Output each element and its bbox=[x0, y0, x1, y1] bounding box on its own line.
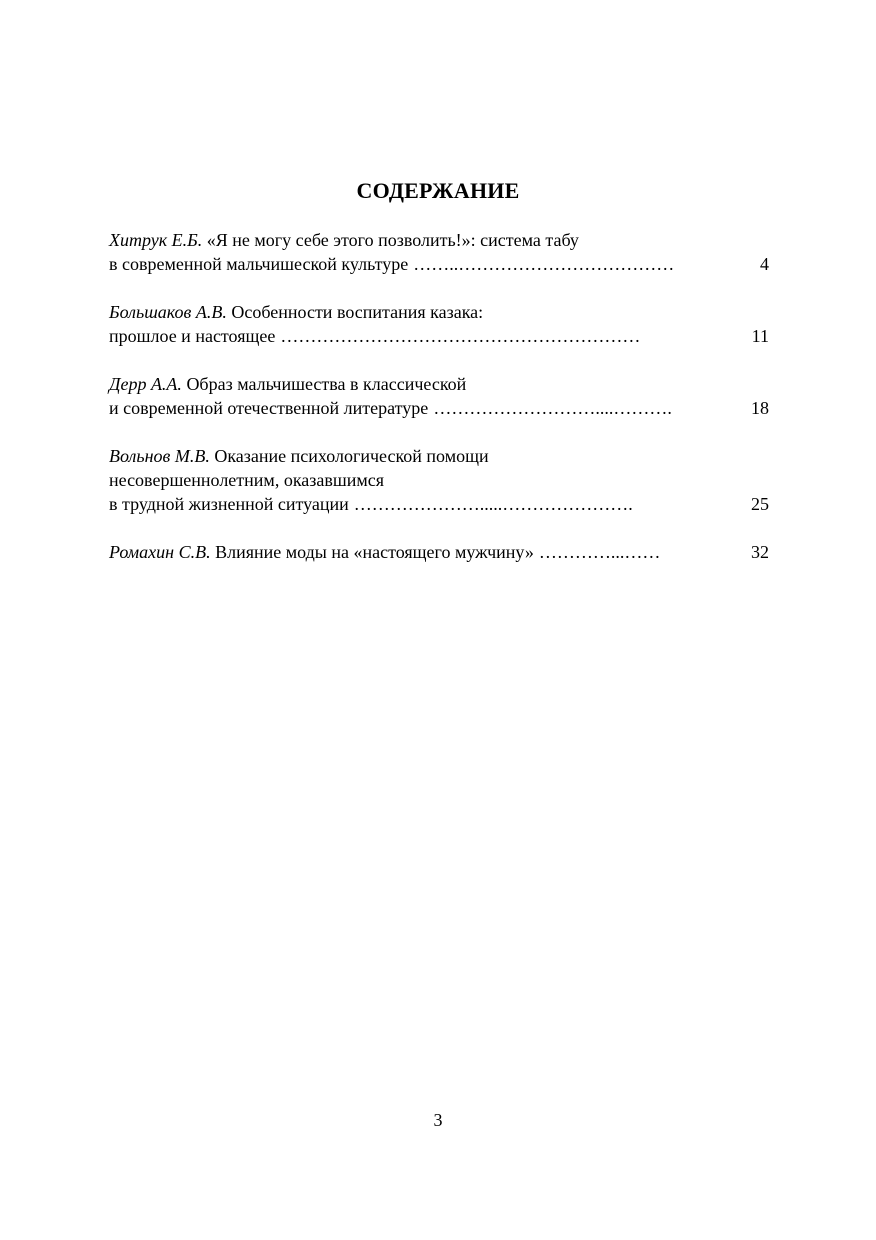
table-of-contents bbox=[109, 228, 769, 564]
toc-dot-leader: ………………….....…………………. bbox=[353, 494, 633, 514]
toc-entry-last-line bbox=[109, 252, 769, 276]
toc-entry[interactable] bbox=[109, 372, 769, 420]
toc-entry[interactable] bbox=[109, 540, 769, 564]
toc-entry-title: Оказание психологической помощи bbox=[214, 446, 489, 466]
toc-entry-last-line bbox=[109, 324, 769, 348]
page-title: СОДЕРЖАНИЕ bbox=[356, 178, 520, 203]
toc-entry-author: Ромахин С.В. bbox=[109, 542, 211, 562]
toc-entry-title: Влияние моды на «настоящего мужчину» bbox=[215, 542, 534, 562]
toc-entry-page-number[interactable]: 25 bbox=[751, 494, 769, 514]
toc-entry-author: Большаков А.В. bbox=[109, 302, 227, 322]
toc-dot-leader: ……..……………………………… bbox=[413, 254, 675, 274]
toc-entry-first-line bbox=[109, 228, 769, 252]
toc-entry-first-line bbox=[109, 300, 769, 324]
toc-entry-title-continuation: прошлое и настоящее bbox=[109, 326, 276, 346]
toc-entry-title: «Я не могу себе этого позволить!»: система табу bbox=[206, 230, 579, 250]
page-number-footer: 3 bbox=[433, 1110, 443, 1130]
toc-entry[interactable] bbox=[109, 300, 769, 348]
toc-entry-author: Хитрук Е.Б. bbox=[109, 230, 203, 250]
toc-dot-leader: …………...…… bbox=[538, 542, 661, 562]
toc-entry-first-line bbox=[109, 372, 769, 396]
toc-entry-title-continuation: и современной отечественной литературе bbox=[109, 398, 429, 418]
toc-entry-first-line bbox=[109, 444, 769, 468]
toc-entry[interactable] bbox=[109, 444, 769, 516]
toc-entry-page-number[interactable]: 18 bbox=[751, 398, 769, 418]
toc-entry-author: Вольнов М.В. bbox=[109, 446, 210, 466]
toc-dot-leader: …………………………………………………… bbox=[280, 326, 641, 346]
toc-entry-title-continuation: в трудной жизненной ситуации bbox=[109, 494, 349, 514]
toc-entry-page-number[interactable]: 11 bbox=[751, 326, 769, 346]
toc-entry-page-number[interactable]: 4 bbox=[760, 254, 769, 274]
toc-entry-page-number[interactable]: 32 bbox=[751, 542, 769, 562]
toc-entry-title-line bbox=[109, 540, 534, 564]
toc-entry-title: Образ мальчишества в классической bbox=[186, 374, 467, 394]
toc-entry-last-line bbox=[109, 540, 769, 564]
toc-entry-author: Дерр А.А. bbox=[109, 374, 182, 394]
toc-entry-last-line bbox=[109, 492, 769, 516]
toc-entry[interactable] bbox=[109, 228, 769, 276]
toc-entry-title-continuation: в современной мальчишеской культуре bbox=[109, 254, 409, 274]
toc-entry-middle-line: несовершеннолетним, оказавшимся bbox=[109, 470, 385, 490]
toc-entry-title: Особенности воспитания казака: bbox=[231, 302, 484, 322]
toc-entry-last-line bbox=[109, 396, 769, 420]
toc-dot-leader: ………………………....………. bbox=[433, 398, 672, 418]
